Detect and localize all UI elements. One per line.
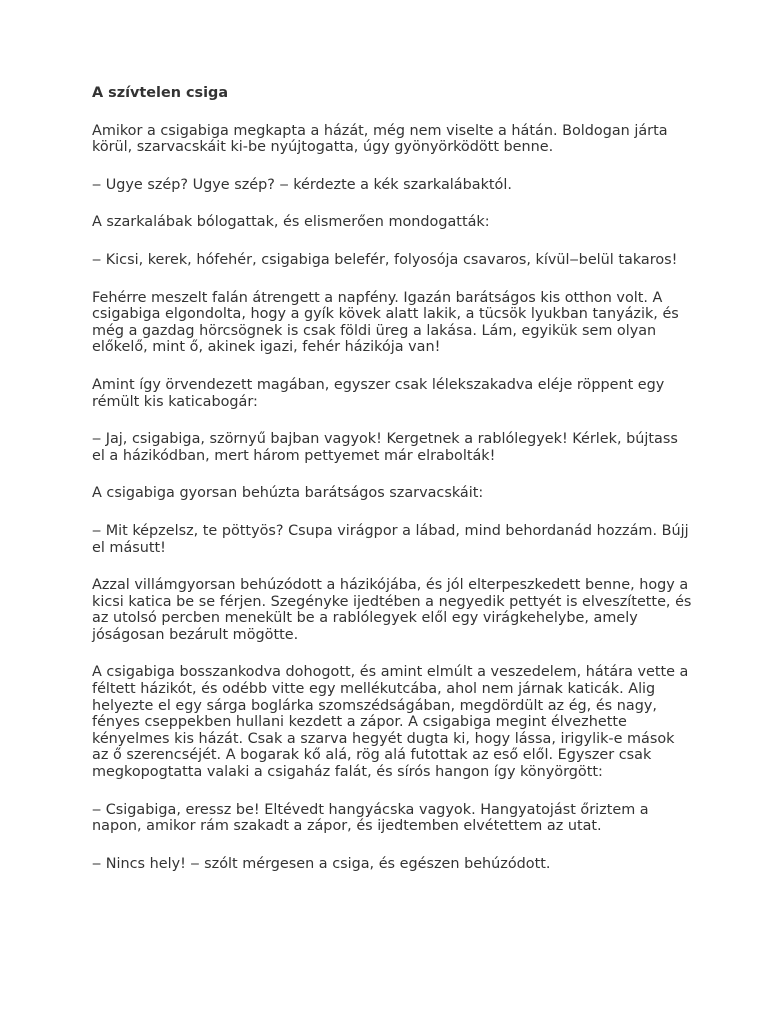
paragraph: Amikor a csigabiga megkapta a házát, még nem viselte a hátán. Boldogan járta körül, szarvacskáit ki-be nyújtogatta, úgy gyönyörködött benne. <box>92 122 668 156</box>
paragraph: ‒ Csigabiga, eressz be! Eltévedt hangyácska vagyok. Hangyatojást őriztem a napon, amikor rám szakadt a zápor, és ijedtemben elvétettem az utat. <box>92 801 649 835</box>
paragraph: ‒ Kicsi, kerek, hófehér, csigabiga belefér, folyosója csavaros, kívül‒belül takaros! <box>92 251 678 268</box>
paragraph: A csigabiga gyorsan behúzta barátságos szarvacskáit: <box>92 485 484 502</box>
paragraph: A csigabiga bosszankodva dohogott, és amint elmúlt a veszedelem, hátára vette a féltett házikót, és odébb vitte egy mellékutcába, ahol nem járnak katicák. Alig helyezte el egy sárga boglárka szomszédságában, megdördült az ég, és nagy, fényes cseppekben hullani kezdett a zápor. A csigabiga megint élvezhette kényelmes kis házát. Csak a szarva hegyét dugta ki, hogy lássa, irigylik-e mások az ő szerencséjét. A bogarak kő alá, rög alá futottak az eső elől. Egyszer csak megkopogtatta valaki a csigaház falát, és sírós hangon így könyörgött: <box>92 664 689 781</box>
document-title: A szívtelen csiga <box>92 85 229 101</box>
paragraph: ‒ Nincs hely! ‒ szólt mérgesen a csiga, és egészen behúzódott. <box>92 855 551 872</box>
paragraph: A szarkalábak bólogattak, és elismerően mondogatták: <box>92 214 490 231</box>
paragraph: ‒ Ugye szép? Ugye szép? ‒ kérdezte a kék szarkalábaktól. <box>92 176 512 193</box>
document-page <box>92 85 692 893</box>
paragraph: Amint így örvendezett magában, egyszer csak lélekszakadva eléje röppent egy rémült kis katicabogár: <box>92 376 665 410</box>
paragraph: Fehérre meszelt falán átrengett a napfény. Igazán barátságos kis otthon volt. A csigabiga elgondolta, hogy a gyík kövek alatt lakik, a tücsök lyukban tanyázik, és még a gazdag hörcsögnek is csak földi üreg a lakása. Lám, egyikük sem olyan előkelő, mint ő, akinek igazi, fehér házikója van! <box>92 289 679 356</box>
paragraph: Azzal villámgyorsan behúzódott a házikójába, és jól elterpeszkedett benne, hogy a kicsi katica be se férjen. Szegényke ijedtében a negyedik pettyét is elveszítette, és az utolsó percben menekült be a rablólegyek elől egy virágkehelybe, amely jóságosan bezárult mögötte. <box>92 577 692 643</box>
paragraph: ‒ Jaj, csigabiga, szörnyű bajban vagyok! Kergetnek a rablólegyek! Kérlek, bújtass el a házikódban, mert három pettyemet már elrabolták! <box>92 431 678 464</box>
paragraph: ‒ Mit képzelsz, te pöttyös? Csupa virágpor a lábad, mind behordanád hozzám. Bújj el másutt! <box>92 522 689 556</box>
